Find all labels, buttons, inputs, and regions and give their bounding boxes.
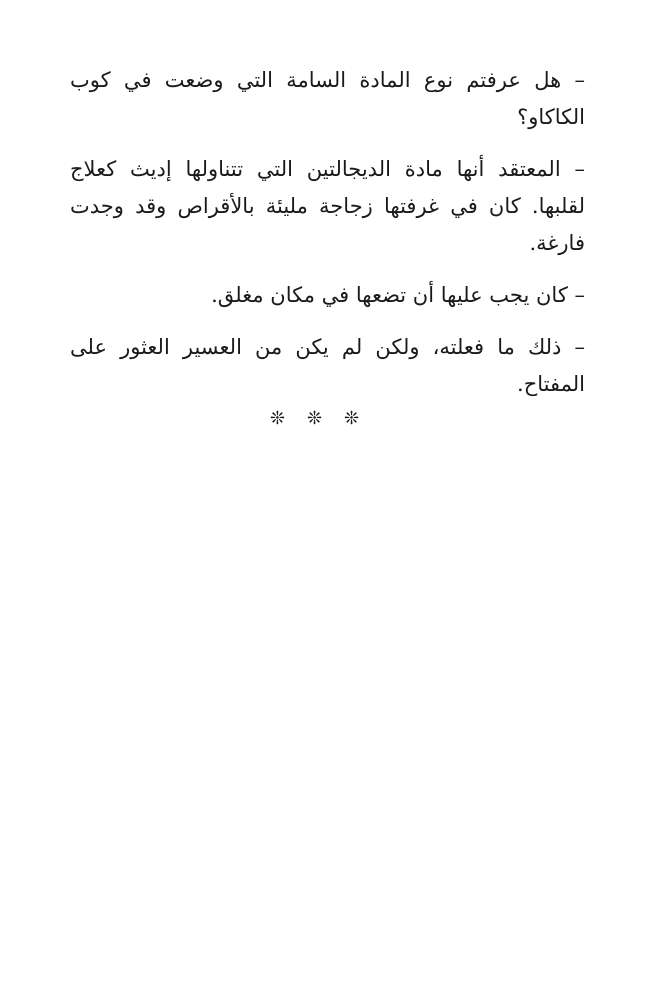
document-body (70, 62, 585, 418)
dialogue-paragraph-4: – ذلك ما فعلته، ولكن لم يكن من العسير العثور على المفتاح. (70, 335, 585, 396)
section-separator: ❊❊❊ (269, 408, 382, 429)
dialogue-paragraph-3: – كان يجب عليها أن تضعها في مكان مغلق. (211, 283, 585, 307)
dialogue-paragraph-1: – هل عرفتم نوع المادة السامة التي وضعت في كوب الكاكاو؟ (70, 68, 585, 129)
dialogue-paragraph-2: – المعتقد أنها مادة الديجالتين التي تتناولها إديث كعلاج لقلبها. كان في غرفتها زجاجة مليئة بالأقراص وقد وجدت فارغة. (70, 157, 585, 255)
